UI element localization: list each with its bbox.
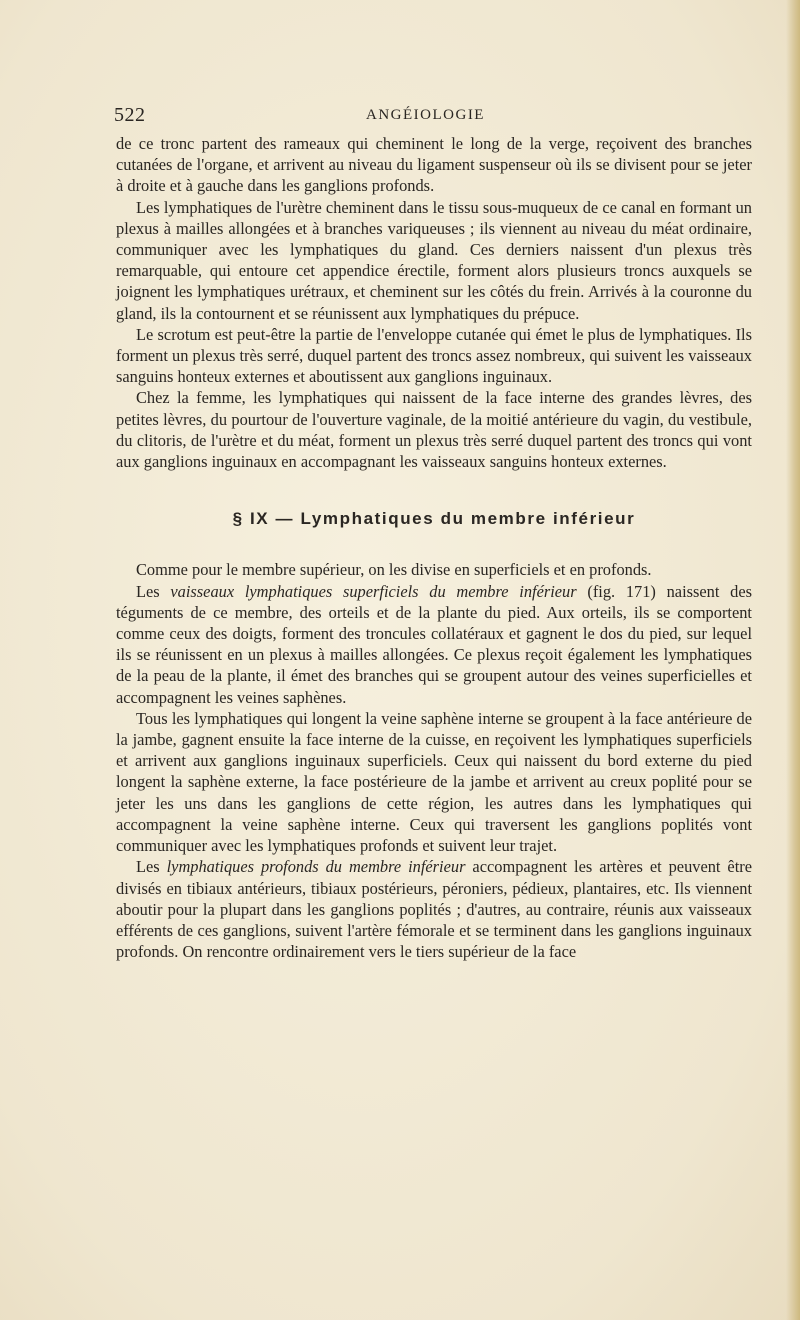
paragraph-body: (fig. 171) naissent des téguments de ce membre, des orteils et de la plante du pied. Aux orteils, ils se comportent comme ceux des doigts, forment des troncules collatéraux et gagnent le dos du pied, sur lequel ils se réunissent en un plexus à mailles allongées. Ce plexus reçoit également les lymphatiques de la peau de la plante, il émet des branches qui se groupent autour des veines superficielles et accompagnent les veines saphènes. <box>116 581 752 707</box>
section-paragraph-2 <box>116 581 752 708</box>
paragraph-lead: Les <box>136 581 171 601</box>
page-edge-shadow <box>786 0 800 1320</box>
paragraph-3: Le scrotum est peut-être la partie de l'enveloppe cutanée qui émet le plus de lymphatiques. Ils forment un plexus très serré, duquel partent des troncs assez nombreux, qui suivent les vaisseaux sanguins honteux externes et aboutissent aux ganglions inguinaux. <box>116 324 752 387</box>
section-heading: § IX — Lymphatiques du membre inférieur <box>232 509 636 529</box>
section-paragraph-1: Comme pour le membre supérieur, on les divise en superficiels et en profonds. <box>136 560 652 580</box>
page-number: 522 <box>114 104 146 126</box>
paragraph-4: Chez la femme, les lymphatiques qui naissent de la face interne des grandes lèvres, des petites lèvres, du pourtour de l'ouverture vaginale, de la moitié antérieure du vagin, du vestibule, du clitoris, de l'urètre et du méat, forment un plexus très serré duquel partent des troncs qui vont aux ganglions inguinaux en accompagnant les vaisseaux sanguins honteux externes. <box>116 388 752 472</box>
italic-term: vaisseaux lymphatiques superficiels du membre inférieur <box>170 581 577 601</box>
paragraph-1: de ce tronc partent des rameaux qui cheminent le long de la verge, reçoivent des branches cutanées de l'organe, et arrivent au niveau du ligament suspenseur où ils se divisent pour se jeter à droite et à gauche dans les ganglions profonds. <box>116 134 752 196</box>
page-header <box>114 104 754 128</box>
paragraph-lead: Les <box>136 857 167 877</box>
paragraph-body: accompagnent les artères et peuvent être divisés en tibiaux antérieurs, tibiaux postérieurs, péroniers, pédieux, plantaires, etc. Ils viennent aboutir pour la plupart dans les ganglions poplités ; d'autres, au contraire, réunis aux vaisseaux efférents de ces ganglions, suivent l'artère fémorale et se terminent dans les ganglions inguinaux profonds. On rencontre ordinairement vers le tiers supérieur de la face <box>116 857 752 962</box>
paragraph-2: Les lymphatiques de l'urètre cheminent dans le tissu sous-muqueux de ce canal en formant un plexus à mailles allongées et à branches variqueuses ; ils viennent au niveau du méat ordinaire, communiquer avec les lymphatiques du gland. Ces derniers naissent d'un plexus très remarquable, qui entoure cet appendice érectile, forment alors plusieurs troncs auxquels se joignent les lymphatiques urétraux, et cheminent sur les côtés du frein. Arrivés à la couronne du gland, ils la contournent et se réunissent aux lymphatiques du prépuce. <box>116 197 752 323</box>
running-title: ANGÉIOLOGIE <box>366 107 485 123</box>
italic-term: lymphatiques profonds du membre inférieur <box>166 857 466 877</box>
section-paragraph-4 <box>116 856 752 962</box>
section-paragraph-3: Tous les lymphatiques qui longent la veine saphène interne se groupent à la face antérieure de la jambe, gagnent ensuite la face interne de la cuisse, en reçoivent les lymphatiques superficiels et arrivent aux ganglions inguinaux superficiels. Ceux qui naissent du bord externe du pied longent la saphène externe, la face postérieure de la jambe et arrivent au creux poplité pour se jeter les uns dans les ganglions de cette région, les autres dans les lymphatiques qui accompagnent la veine saphène interne. Ceux qui traversent les ganglions poplités vont communiquer avec les lymphatiques profonds et suivent leur trajet. <box>116 708 752 856</box>
body-text <box>116 133 752 962</box>
